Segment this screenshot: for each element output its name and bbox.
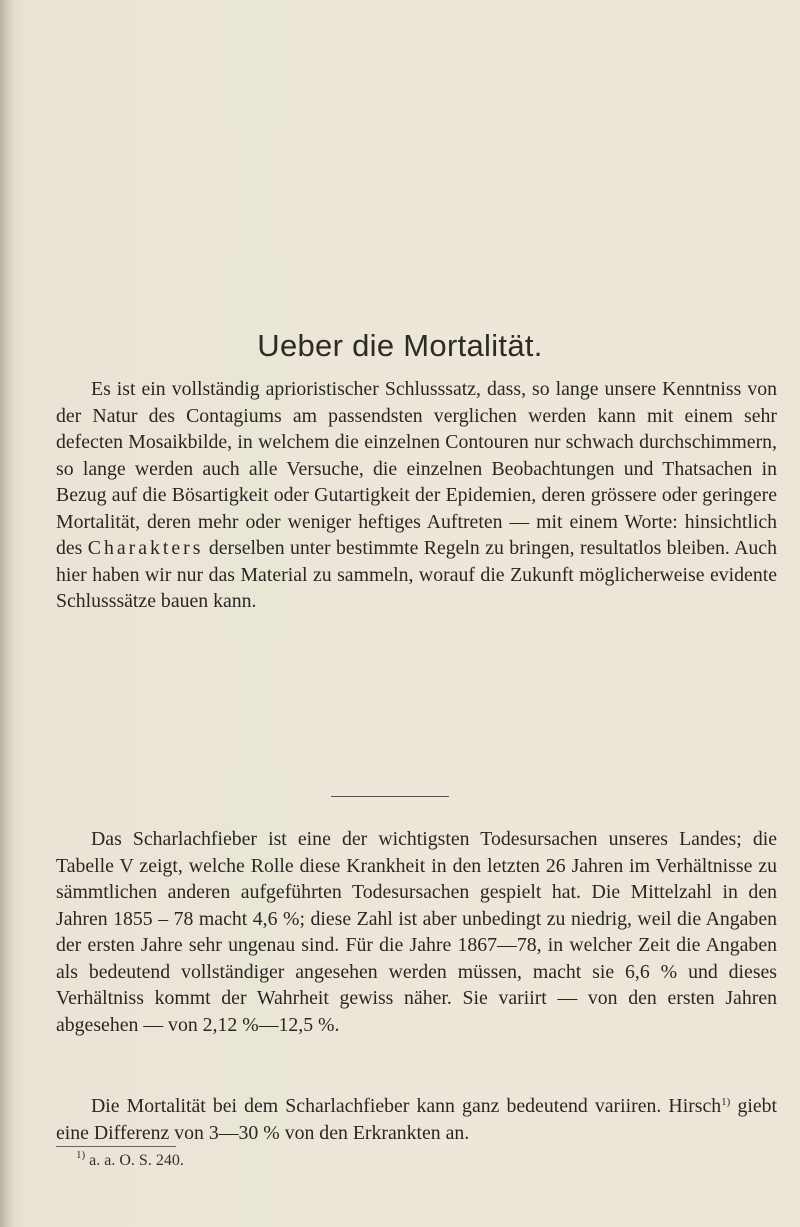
footnote-mark: 1) [76,1149,86,1161]
binding-shadow [0,0,14,1227]
mortality-variation-block [56,1093,777,1146]
mortality-variation-paragraph [56,1093,777,1146]
intro-paragraph-block [56,376,777,615]
scarlet-fever-block [56,826,777,1038]
chapter-title: Ueber die Mortalität. [257,328,543,363]
variation-text-part1: Die Mortalität bei dem Scharlachfieber kann ganz bedeutend variiren. Hirsch [91,1095,722,1117]
intro-text-part2: derselben unter bestimmte Regeln zu bringen, resultatlos bleiben. Auch hier haben wir nur das Material zu sammeln, worauf die Zukunft möglicherweise evidente Schlusssätze bauen kann. [56,537,777,612]
footnote [76,1150,184,1172]
section-divider [331,796,449,797]
intro-text-part1: Es ist ein vollständig aprioristischer Schlusssatz, dass, so lange unsere Kenntniss von der Natur des Contagiums am passendsten verglichen werden kann mit einem sehr defecten Mosaikbilde, in welchem die einzelnen Contouren nur schwach durchschimmern, so lange werden auch alle Versuche, die einzelnen Beobachtungen und Thatsachen in Bezug auf die Bösartigkeit oder Gutartigkeit der Epidemien, deren grössere oder geringere Mortalität, deren mehr oder weniger heftiges Auftreten — mit einem Worte: hinsichtlich des [56,378,777,559]
footnote-rule [56,1146,176,1147]
variation-text-part2: giebt eine Differenz von 3—30 % von den Erkrankten an. [56,1095,777,1144]
emphasized-word: Charakters [87,537,204,559]
scarlet-fever-paragraph: Das Scharlachfieber ist eine der wichtigsten Todesursachen unseres Landes; die Tabelle V zeigt, welche Rolle diese Krankheit in den letzten 26 Jahren im Verhältnisse zu sämmtlichen anderen aufgeführten Todesursachen gespielt hat. Die Mittelzahl in den Jahren 1855 – 78 macht 4,6 %; diese Zahl ist aber unbedingt zu niedrig, weil die Angaben der ersten Jahre sehr ungenau sind. Für die Jahre 1867—78, in welcher Zeit die Angaben als bedeutend vollständiger angesehen werden müssen, macht sie 6,6 % und dieses Verhältniss kommt der Wahrheit gewiss näher. Sie variirt — von den ersten Jahren abgesehen — von 2,12 %—12,5 %. [56,828,777,1036]
footnote-text: a. a. O. S. 240. [85,1152,184,1169]
intro-paragraph [56,376,777,615]
footnote-reference: 1) [721,1096,731,1108]
